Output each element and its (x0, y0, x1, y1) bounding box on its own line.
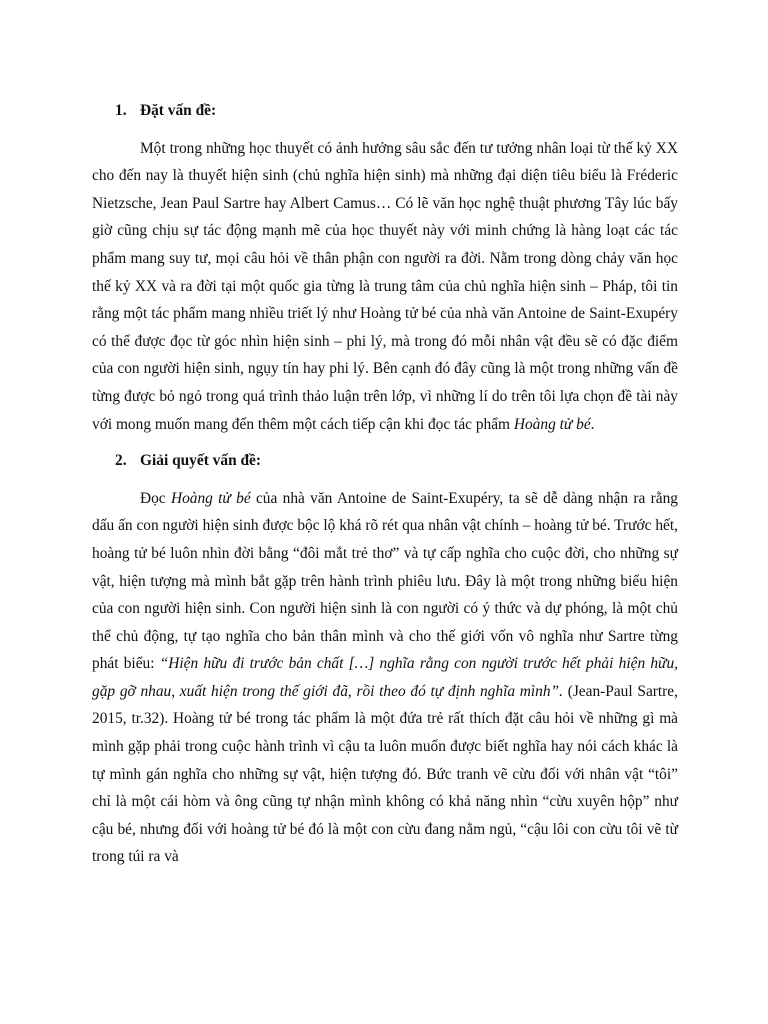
section-2-title: Giải quyết vấn đề: (140, 452, 261, 470)
section-1-text-end: . (590, 415, 595, 433)
section-2-text-cont: (Jean-Paul Sartre, 2015, tr.32). Hoàng tử bé trong tác phẩm là một đứa trẻ rất thích đặt câu hỏi về những gì mà mình gặp phải trong cuộc hành trình vì cậu ta luôn muốn được biết nghĩa hay nói cách khác là tự mình gán nghĩa cho những sự vật, hiện tượng đó. Bức tranh vẽ cừu đối với nhân vật “tôi” chỉ là một cái hòm và ông cũng tự nhận mình không có khả năng nhìn “cừu xuyên hộp” như cậu bé, nhưng đối với hoàng tử bé đó là một con cừu đang nằm ngủ, “cậu lôi con cừu tôi vẽ từ trong túi ra và (92, 682, 678, 866)
section-2-text: của nhà văn Antoine de Saint-Exupéry, ta sẽ dễ dàng nhận ra rằng dấu ấn con người hiện sinh được bộc lộ khá rõ rét qua nhân vật chính – hoàng tử bé. Trước hết, hoàng tử bé luôn nhìn đời bằng “đôi mắt trẻ thơ” và tự cấp nghĩa cho cuộc đời, cho những sự vật, hiện tượng mà mình bắt gặp trên hành trình phiêu lưu. Đây là một trong những biểu hiện của con người hiện sinh. Con người hiện sinh là con người có ý thức và dự phóng, là một chủ thể chủ động, tự tạo nghĩa cho bản thân mình và cho thế giới vốn vô nghĩa như Sartre từng phát biểu: (92, 489, 678, 673)
section-1-title: Đặt vấn đề: (140, 102, 217, 119)
document-page (92, 97, 678, 871)
section-2-paragraph (92, 485, 678, 871)
sartre-quote: “Hiện hữu đi trước bản chất […] nghĩa rằng con người trước hết phải hiện hữu, gặp gỡ nhau, xuất hiện trong thế giới đã, rồi theo đó tự định nghĩa mình”. (92, 655, 678, 700)
section-1-text: Một trong những học thuyết có ảnh hưởng sâu sắc đến tư tưởng nhân loại từ thế kỷ XX cho đến nay là thuyết hiện sinh (chủ nghĩa hiện sinh) mà những đại diện tiêu biểu là Fréderic Nietzsche, Jean Paul Sartre hay Albert Camus… Có lẽ văn học nghệ thuật phương Tây lúc bấy giờ cũng chịu sự tác động mạnh mẽ của học thuyết này với minh chứng là hàng loạt các tác phẩm mang suy tư, mọi câu hỏi về thân phận con người ra đời. Nằm trong dòng chảy văn học thế kỷ XX và ra đời tại một quốc gia từng là trung tâm của chủ nghĩa hiện sinh – Pháp, tôi tin rằng một tác phẩm mang nhiều triết lý như Hoàng tử bé của nhà văn Antoine de Saint-Exupéry có thể được đọc từ góc nhìn hiện sinh – phi lý, mà trong đó mỗi nhân vật đều sẽ có đặc điểm của con người hiện sinh, ngụy tín hay phi lý. Bên cạnh đó đây cũng là một trong những vấn đề từng được bỏ ngỏ trong quá trình thảo luận trên lớp, vì những lí do trên tôi lựa chọn đề tài này với mong muốn mang đến thêm một cách tiếp cận khi đọc tác phẩm (92, 139, 678, 433)
section-2-number: 2. (115, 452, 127, 470)
book-title-italic: Hoàng tử bé (170, 489, 251, 507)
section-1-paragraph (92, 135, 678, 439)
section-2-heading (92, 447, 678, 475)
book-title-italic: Hoàng tử bé (513, 415, 591, 433)
section-2-text-start: Đọc (140, 489, 171, 507)
section-1-heading (92, 97, 678, 125)
section-1-number: 1. (115, 102, 127, 119)
